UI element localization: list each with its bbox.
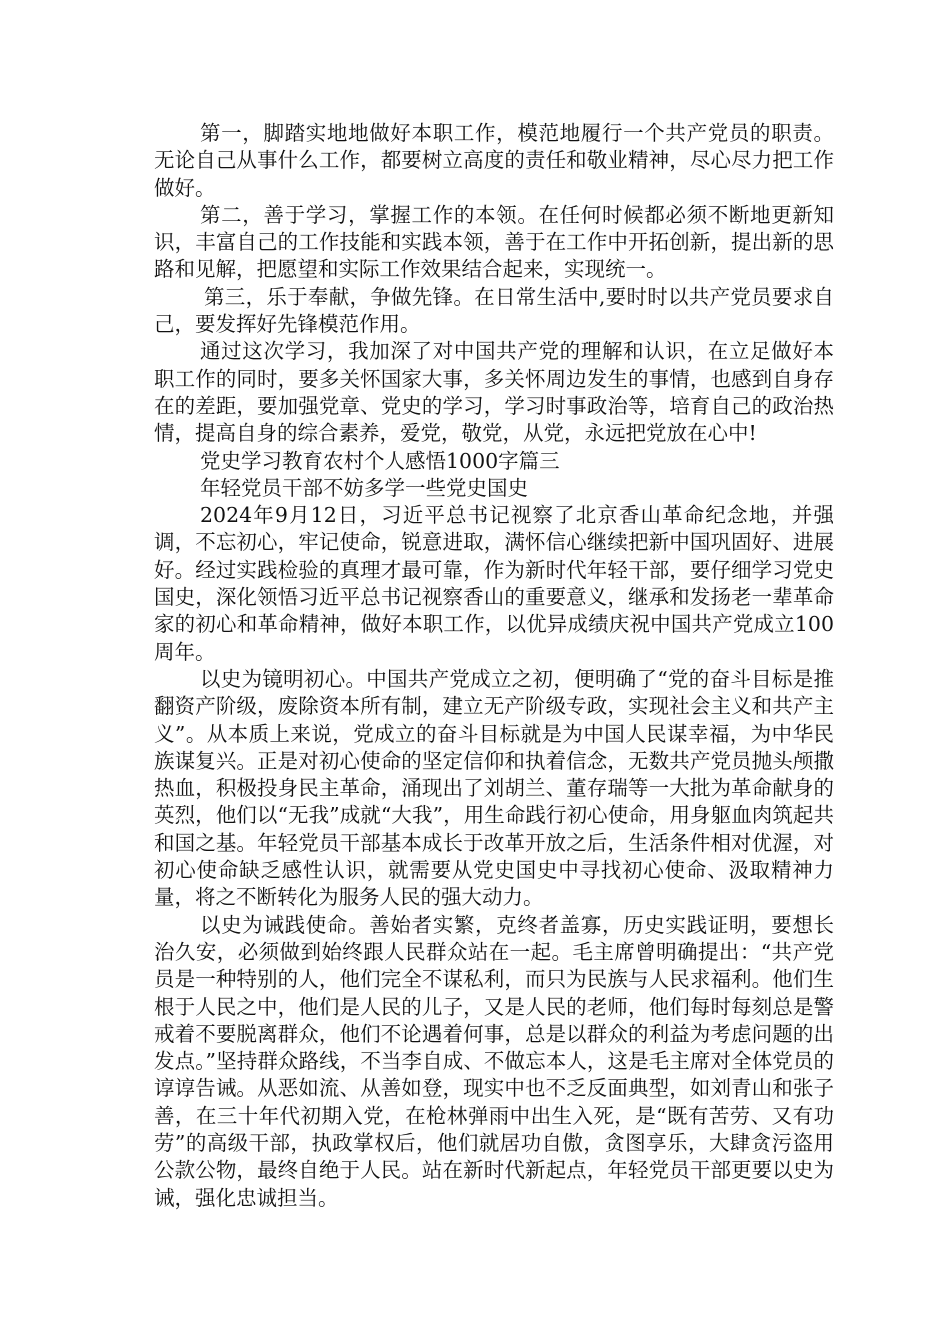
section-title: 党史学习教育农村个人感悟1000字篇三 [200, 448, 560, 473]
document-body [154, 120, 834, 1212]
paragraph-third-dedication: 第三，乐于奉献，争做先锋。在日常生活中,要时时以共产党员要求自己，要发挥好先锋模范作用。 [154, 284, 834, 337]
article-paragraph-mission: 以史为诫践使命。善始者实繁，克终者盖寡，历史实践证明，要想长治久安，必须做到始终跟人民群众站在一起。毛主席曾明确提出：“共产党员是一种特别的人，他们完全不谋私利，而只为民族与人民求福利。他们生根于人民之中，他们是人民的儿子，又是人民的老师，他们每时每刻总是警戒着不要脱离群众，他们不论遇着何事，总是以群众的利益为考虑问题的出发点。”坚持群众路线，不当李自成、不做忘本人，这是毛主席对全体党员的谆谆告诫。从恶如流、从善如登，现实中也不乏反面典型，如刘青山和张子善，在三十年代初期入党，在枪林弹雨中出生入死，是“既有苦劳、又有功劳”的高级干部，执政掌权后，他们就居功自傲，贪图享乐，大肆贪污盗用公款公物，最终自绝于人民。站在新时代新起点，年轻党员干部更要以史为诫，强化忠诚担当。 [154, 912, 834, 1210]
paragraph-second-study: 第二，善于学习，掌握工作的本领。在任何时候都必须不断地更新知识，丰富自己的工作技能和实践本领，善于在工作中开拓创新，提出新的思路和见解，把愿望和实际工作效果结合起来，实现统一。 [154, 202, 834, 282]
article-paragraph-original-aspiration: 以史为镜明初心。中国共产党成立之初，便明确了“党的奋斗目标是推翻资产阶级，废除资本所有制，建立无产阶级专政，实现社会主义和共产主义”。从本质上来说，党成立的奋斗目标就是为中国人民谋幸福，为中华民族谋复兴。正是对初心使命的坚定信仰和执着信念，无数共产党员抛头颅撒热血，积极投身民主革命，涌现出了刘胡兰、董存瑞等一大批为革命献身的英烈，他们以“无我”成就“大我”，用生命践行初心使命，用身躯血肉筑起共和国之基。年轻党员干部基本成长于改革开放之后，生活条件相对优渥，对初心使命缺乏感性认识，就需要从党史国史中寻找初心使命、汲取精神力量，将之不断转化为服务人民的强大动力。 [154, 666, 834, 910]
paragraph-study-reflection: 通过这次学习，我加深了对中国共产党的理解和认识，在立足做好本职工作的同时，要多关怀国家大事，多关怀周边发生的事情，也感到自身存在的差距，要加强党章、党史的学习，学习时事政治等，培育自己的政治热情，提高自身的综合素养，爱党，敬党，从党，永远把党放在心中! [154, 339, 834, 446]
article-paragraph-xiangshan: 2024年9月12日，习近平总书记视察了北京香山革命纪念地，并强调，不忘初心，牢记使命，锐意进取，满怀信心继续把新中国巩固好、进展好。经过实践检验的真理才最可靠，作为新时代年轻干部，要仔细学习党史国史，深化领悟习近平总书记视察香山的重要意义，继承和发扬老一辈革命家的初心和革命精神，做好本职工作，以优异成绩庆祝中国共产党成立100周年。 [154, 503, 834, 664]
paragraph-first-duty: 第一，脚踏实地地做好本职工作，模范地履行一个共产党员的职责。无论自己从事什么工作，都要树立高度的责任和敬业精神，尽心尽力把工作做好。 [154, 121, 834, 200]
article-title: 年轻党员干部不妨多学一些党史国史 [200, 475, 528, 500]
